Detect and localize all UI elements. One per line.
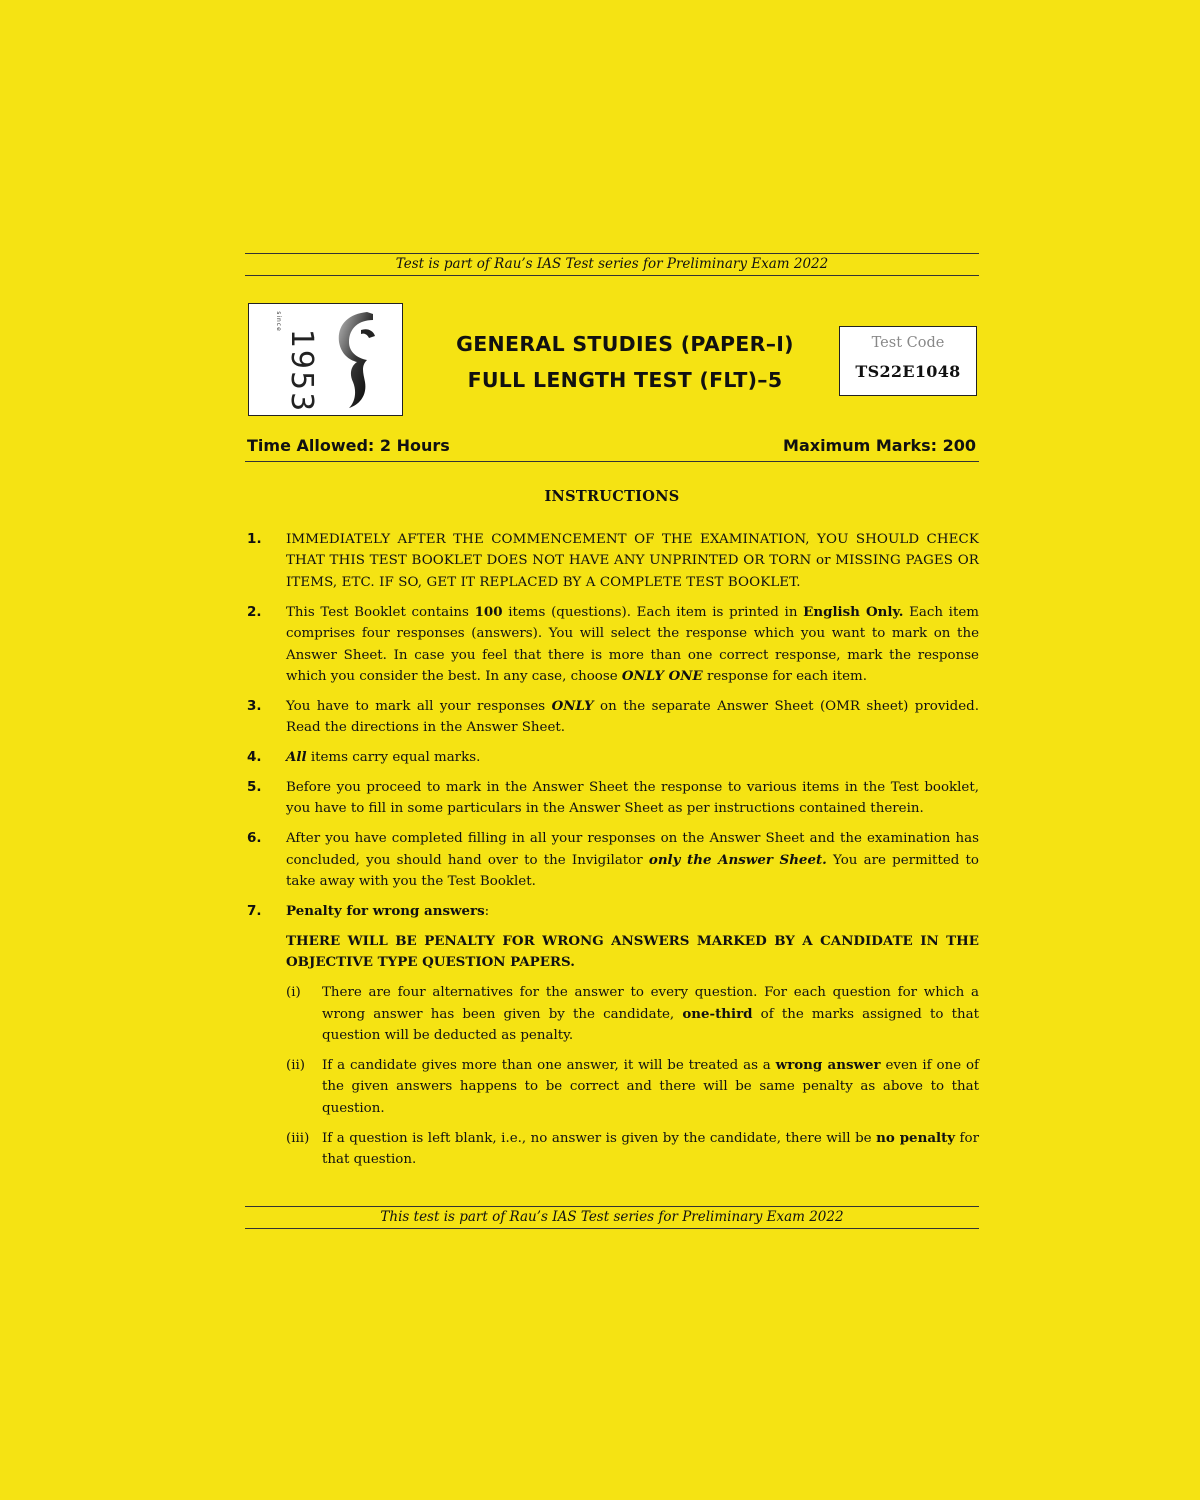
list-item: 3. You have to mark all your responses ONLY on the separate Answer Sheet (OMR sheet) provided. Read the directions in the Answer Sheet. — [247, 697, 980, 736]
list-item: 1. IMMEDIATELY AFTER THE COMMENCEMENT OF THE EXAMINATION, YOU SHOULD CHECK THAT THIS TEST BOOKLET DOES NOT HAVE ANY UNPRINTED OR TORN or MISSING PAGES OR ITEMS, ETC. IF SO, GET IT REPLACED BY A COMPLETE TEST BOOKLET. — [247, 531, 979, 590]
test-code-value: TS22E1048 — [855, 362, 961, 381]
paper-title — [410, 326, 840, 398]
penalty-warning: THERE WILL BE PENALTY FOR WRONG ANSWERS MARKED BY A CANDIDATE IN THE OBJECTIVE TYPE QUESTION PAPERS. — [286, 933, 979, 971]
sub-item: (ii) If a candidate gives more than one answer, it will be treated as a wrong answer even if one of the given answers happens to be correct and there will be same penalty as above to that question. — [286, 1057, 980, 1116]
list-item: 5. Before you proceed to mark in the Answer Sheet the response to various items in the Test booklet, you have to fill in some particulars in the Answer Sheet as per instructions contained therein. — [247, 779, 979, 817]
list-item: 4. All items carry equal marks. — [247, 749, 481, 766]
title-line-2: FULL LENGTH TEST (FLT)–5 — [467, 368, 783, 392]
test-booklet-cover — [245, 253, 980, 1168]
logo-since: since — [274, 311, 282, 332]
list-item: 6. After you have completed filling in all your responses on the Answer Sheet and the examination has concluded, you should hand over to the Invigilator only the Answer Sheet. You are permitted to take away with you the Test Booklet. — [247, 830, 979, 890]
maximum-marks: Maximum Marks: 200 — [783, 436, 976, 455]
logo-year: 1953 — [284, 328, 319, 414]
title-line-1: GENERAL STUDIES (PAPER–I) — [456, 332, 794, 356]
bottom-banner: This test is part of Rau’s IAS Test series for Preliminary Exam 2022 — [245, 1206, 979, 1229]
sub-item: (i) There are four alternatives for the answer to every question. For each question for which a wrong answer has been given by the candidate, one-third of the marks assigned to that question will be deducted as penalty. — [286, 985, 980, 1044]
logo — [248, 303, 403, 416]
test-code-box — [839, 326, 977, 396]
footer — [245, 1206, 979, 1229]
list-item: 2. This Test Booklet contains 100 items (questions). Each item is printed in English Only. Each item comprises four responses (answers). You will select the response which you want to mark on the Answer Sheet. In case you feel that there is more than one correct response, mark the response which you consider the best. In any case, choose ONLY ONE response for each item. — [247, 603, 979, 684]
instructions-list — [245, 529, 979, 1179]
logo-emblem-icon — [327, 308, 391, 412]
top-banner: Test is part of Rau’s IAS Test series for Preliminary Exam 2022 — [245, 253, 979, 276]
time-allowed: Time Allowed: 2 Hours — [247, 436, 450, 455]
test-code-label: Test Code — [871, 335, 945, 351]
instructions-heading: INSTRUCTIONS — [544, 488, 680, 505]
list-item: 7. Penalty for wrong answers: THERE WILL BE PENALTY FOR WRONG ANSWERS MARKED BY A CANDIDATE IN THE OBJECTIVE TYPE QUESTION PAPERS. (i) There are four alternatives for the answer to every question. For each question for which a wrong answer has been given by the candidate, one-third of the marks assigned to that question will be deducted as penalty. (ii) If a candidate gives more than one answer, it will be treated as a wrong answer even if one of the given answers happens to be correct and there will be same penalty as above to that question. (iii) If a question is left blank, i.e., no answer is given by the candidate, there will be no penalty for that question. — [245, 901, 979, 1170]
sub-item: (iii) If a question is left blank, i.e., no answer is given by the candidate, there will be no penalty for that question. — [286, 1129, 979, 1168]
